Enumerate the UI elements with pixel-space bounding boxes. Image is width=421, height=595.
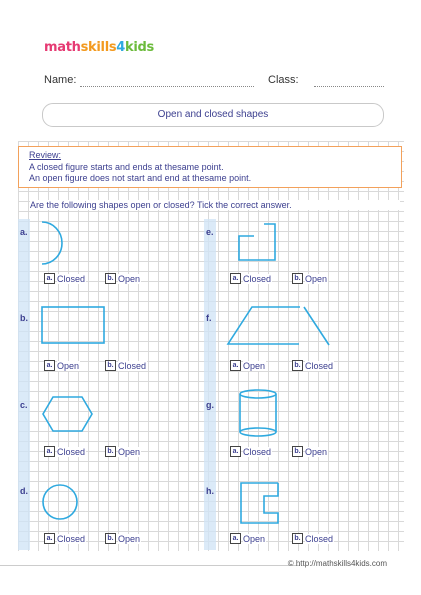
question-label: b.	[20, 313, 28, 323]
option-text: Closed	[305, 361, 334, 371]
option-text: Open	[118, 274, 141, 284]
option-a[interactable]	[44, 273, 86, 285]
checkbox-b[interactable]: b.	[105, 273, 116, 284]
option-text: Closed	[57, 447, 86, 457]
question-label: f.	[206, 313, 212, 323]
option-b[interactable]	[105, 360, 147, 372]
question-label: h.	[206, 486, 214, 496]
circle-shape	[40, 482, 80, 522]
option-text: Closed	[243, 274, 272, 284]
checkbox-a[interactable]: a.	[44, 273, 55, 284]
option-text: Open	[118, 534, 141, 544]
worksheet-title: Open and closed shapes	[42, 103, 384, 127]
question-label: e.	[206, 227, 214, 237]
rectangle-shape	[40, 305, 106, 345]
option-text: Closed	[243, 447, 272, 457]
half-circle-arc-shape	[40, 220, 80, 265]
checkbox-b[interactable]: b.	[292, 533, 303, 544]
checkbox-b[interactable]: b.	[292, 446, 303, 457]
option-text: Open	[57, 361, 80, 371]
option-b[interactable]	[105, 446, 141, 458]
right-column-strip	[204, 219, 216, 550]
checkbox-a[interactable]: a.	[230, 273, 241, 284]
logo-part: kids	[125, 40, 154, 55]
review-heading: Review:	[29, 150, 62, 160]
option-a[interactable]	[230, 360, 266, 372]
name-class-row	[44, 74, 385, 90]
checkbox-b[interactable]: b.	[292, 360, 303, 371]
question-label: a.	[20, 227, 28, 237]
option-a[interactable]	[44, 533, 86, 545]
option-a[interactable]	[230, 273, 272, 285]
option-text: Open	[243, 534, 266, 544]
checkbox-a[interactable]: a.	[44, 446, 55, 457]
option-b[interactable]	[292, 533, 334, 545]
option-text: Closed	[118, 361, 147, 371]
option-a[interactable]	[230, 533, 266, 545]
hexagon-shape	[40, 394, 96, 436]
open-pentagon-shape	[236, 220, 280, 264]
left-column-strip	[18, 219, 30, 550]
review-box	[18, 146, 402, 188]
checkbox-b[interactable]: b.	[105, 533, 116, 544]
footer-divider	[0, 565, 300, 566]
option-a[interactable]	[230, 446, 272, 458]
footer-credit: © http://mathskills4kids.com	[287, 559, 387, 568]
question-label: c.	[20, 400, 28, 410]
option-b[interactable]	[292, 446, 328, 458]
checkbox-a[interactable]: a.	[230, 360, 241, 371]
checkbox-a[interactable]: a.	[230, 533, 241, 544]
checkbox-b[interactable]: b.	[292, 273, 303, 284]
name-field-line[interactable]	[80, 86, 254, 87]
name-label: Name:	[44, 74, 77, 86]
option-text: Closed	[57, 274, 86, 284]
option-a[interactable]	[44, 360, 80, 372]
open-trapezoid-shape	[226, 305, 332, 347]
option-b[interactable]	[292, 273, 328, 285]
option-b[interactable]	[292, 360, 334, 372]
option-text: Open	[305, 447, 328, 457]
checkbox-a[interactable]: a.	[44, 360, 55, 371]
checkbox-b[interactable]: b.	[105, 360, 116, 371]
logo-part: math	[44, 40, 81, 55]
class-label: Class:	[268, 74, 299, 86]
notched-rectangle-shape	[238, 480, 282, 526]
option-text: Open	[118, 447, 141, 457]
logo	[44, 40, 154, 55]
class-field-line[interactable]	[314, 86, 384, 87]
option-text: Closed	[57, 534, 86, 544]
option-text: Open	[305, 274, 328, 284]
question-label: g.	[206, 400, 214, 410]
logo-part: 4	[116, 40, 126, 55]
option-b[interactable]	[105, 273, 141, 285]
instructions: Are the following shapes open or closed? Tick the correct answer.	[30, 200, 400, 210]
option-text: Open	[243, 361, 266, 371]
option-text: Closed	[305, 534, 334, 544]
question-label: d.	[20, 486, 28, 496]
checkbox-b[interactable]: b.	[105, 446, 116, 457]
option-a[interactable]	[44, 446, 86, 458]
review-line: A closed figure starts and ends at thesame point.	[29, 161, 224, 172]
review-line: An open figure does not start and end at thesame point.	[29, 173, 252, 183]
checkbox-a[interactable]: a.	[44, 533, 55, 544]
logo-part: skills	[80, 40, 117, 55]
option-b[interactable]	[105, 533, 141, 545]
cylinder-shape	[238, 388, 282, 440]
checkbox-a[interactable]: a.	[230, 446, 241, 457]
